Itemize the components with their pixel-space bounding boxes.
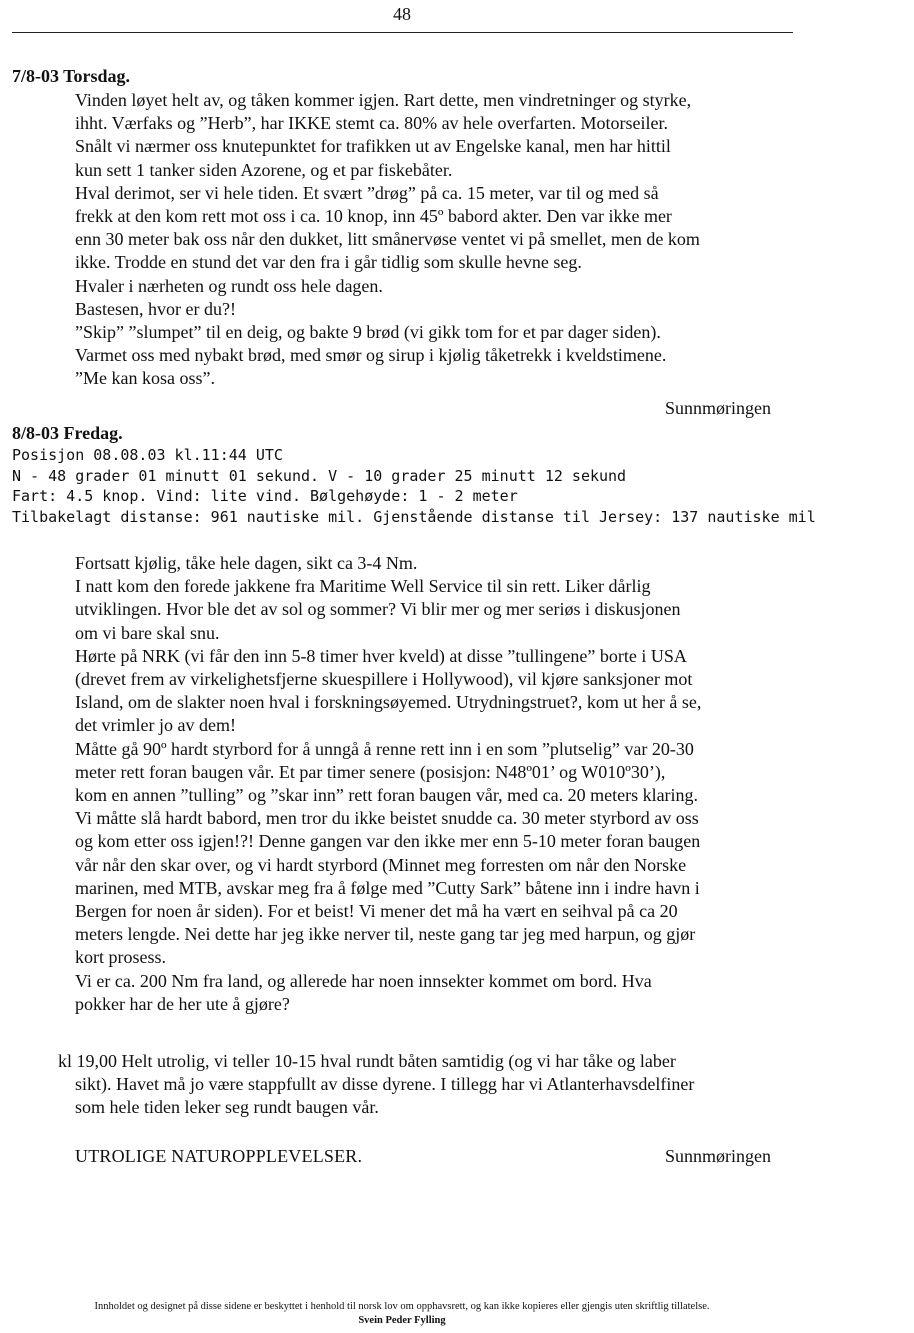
text-line: kom en annen ”tulling” og ”skar inn” rett foran baugen vår, med ca. 20 meters klaring. [75,785,699,806]
page-number: 48 [393,4,411,24]
text-line: Bastesen, hvor er du?! [75,298,236,319]
text-line: Varmet oss med nybakt brød, med smør og sirup i kjølig tåketrekk i kveldstimene. [75,345,667,366]
signature: Sunnmøringen [665,1146,771,1166]
text-line: Bergen for noen år siden). For et beist! Vi mener det må ha vært en seihval på ca 20 [75,901,678,922]
text-line: Vinden løyet helt av, og tåken kommer igjen. Rart dette, men vindretninger og styrke, [75,90,692,110]
text-line: meters lengde. Nei dette har jeg ikke nerver til, neste gang tar jeg med harpun, og gjør [75,924,696,945]
text-line: ihht. Værfaks og ”Herb”, har IKKE stemt ca. 80% av hele overfarten. Motorseiler. [75,113,668,134]
text-line: Snålt vi nærmer oss knutepunktet for trafikken ut av Engelske kanal, men har hittil [75,136,671,157]
text-line: frekk at den kom rett mot oss i ca. 10 knop, inn 45º babord akter. Den var ikke mer [75,206,672,227]
text-line: pokker har de her ute å gjøre? [75,993,290,1014]
text-line: Måtte gå 90º hardt styrbord for å unngå å renne rett inn i en som ”plutselig” var 20-30 [75,738,694,759]
author-name: Svein Peder Fylling [358,1315,446,1326]
text-line: utviklingen. Hvor ble det av sol og sommer? Vi blir mer og mer seriøs i diskusjonen [75,599,681,620]
text-line: meter rett foran baugen vår. Et par timer senere (posisjon: N48º01’ og W010º30’), [75,761,666,782]
text-line: Vi måtte slå hardt babord, men tror du ikke beistet snudde ca. 30 meter styrbord av oss [75,808,699,829]
text-line: Tilbakelagt distanse: 961 nautiske mil. Gjenstående distanse til Jersey: 137 nautiske mil [12,507,816,526]
text-line: det vrimler jo av dem! [75,715,236,736]
text-line: Hvaler i nærheten og rundt oss hele dagen. [75,275,383,296]
text-line: kun sett 1 tanker siden Azorene, og et par fiskebåter. [75,159,453,180]
text-line: (drevet frem av virkelighetsfjerne skuespillere i Hollywood), vil kjøre sanksjoner mot [75,669,693,690]
text-line: Hval derimot, ser vi hele tiden. Et svært ”drøg” på ca. 15 meter, var til og med så [75,182,659,203]
position-report [12,445,816,527]
text-line: ”Me kan kosa oss”. [75,368,215,389]
entry-body-fredag [75,552,800,1016]
evening-note [58,1050,808,1120]
text-line: enn 30 meter bak oss når den dukket, litt smånervøse ventet vi på smellet, men de kom [75,229,700,250]
text-line: marinen, med MTB, avskar meg fra å følge med ”Cutty Sark” båtene inn i indre havn i [75,877,700,898]
text-line: Island, om de slakter noen hval i forskningsøyemed. Utrydningstruet?, kom ut her å se, [75,692,702,713]
copyright-footer [0,1300,804,1328]
text-line: ikke. Trodde en stund det var den fra i går tidlig som skulle hevne seg. [75,252,582,273]
text-line: Vi er ca. 200 Nm fra land, og allerede har noen innsekter kommet om bord. Hva [75,970,652,991]
text-line: som hele tiden leker seg rundt baugen vår. [75,1097,379,1118]
text-line: N - 48 grader 01 minutt 01 sekund. V - 10 grader 25 minutt 12 sekund [12,466,627,485]
entry-heading-fredag: 8/8-03 Fredag. [12,423,123,443]
text-line: om vi bare skal snu. [75,622,220,643]
text-line: Fortsatt kjølig, tåke hele dagen, sikt ca 3-4 Nm. [75,553,418,573]
entry-body-torsdag [75,89,800,391]
closing-remark: UTROLIGE NATUROPPLEVELSER. [75,1146,363,1166]
text-line: kl 19,00 Helt utrolig, vi teller 10-15 hval rundt båten samtidig (og vi har tåke og laber [58,1051,676,1071]
text-line: vår når den skar over, og vi hardt styrbord (Minnet meg forresten om når den Norske [75,854,687,875]
text-line: Hørte på NRK (vi får den inn 5-8 timer hver kveld) at disse ”tullingene” borte i USA [75,645,687,666]
text-line: og kom etter oss igjen!?! Denne gangen var den ikke mer enn 5-10 meter foran baugen [75,831,701,852]
text-line: Posisjon 08.08.03 kl.11:44 UTC [12,446,283,464]
header-rule [12,32,793,33]
text-line: I natt kom den forede jakkene fra Maritime Well Service til sin rett. Liker dårlig [75,576,651,597]
text-line: sikt). Havet må jo være stappfullt av disse dyrene. I tillegg har vi Atlanterhavsdelfiner [75,1074,695,1095]
text-line: kort prosess. [75,947,166,968]
text-line: Fart: 4.5 knop. Vind: lite vind. Bølgehøyde: 1 - 2 meter [12,487,518,505]
copyright-notice: Innholdet og designet på disse sidene er beskyttet i henhold til norsk lov om opphavsrett, og kan ikke kopieres eller gjengis uten skriftlig tillatelse. [94,1301,710,1312]
text-line: ”Skip” ”slumpet” til en deig, og bakte 9 brød (vi gikk tom for et par dager siden). [75,322,661,343]
entry-heading-torsdag: 7/8-03 Torsdag. [12,66,131,86]
signature: Sunnmøringen [665,398,771,418]
